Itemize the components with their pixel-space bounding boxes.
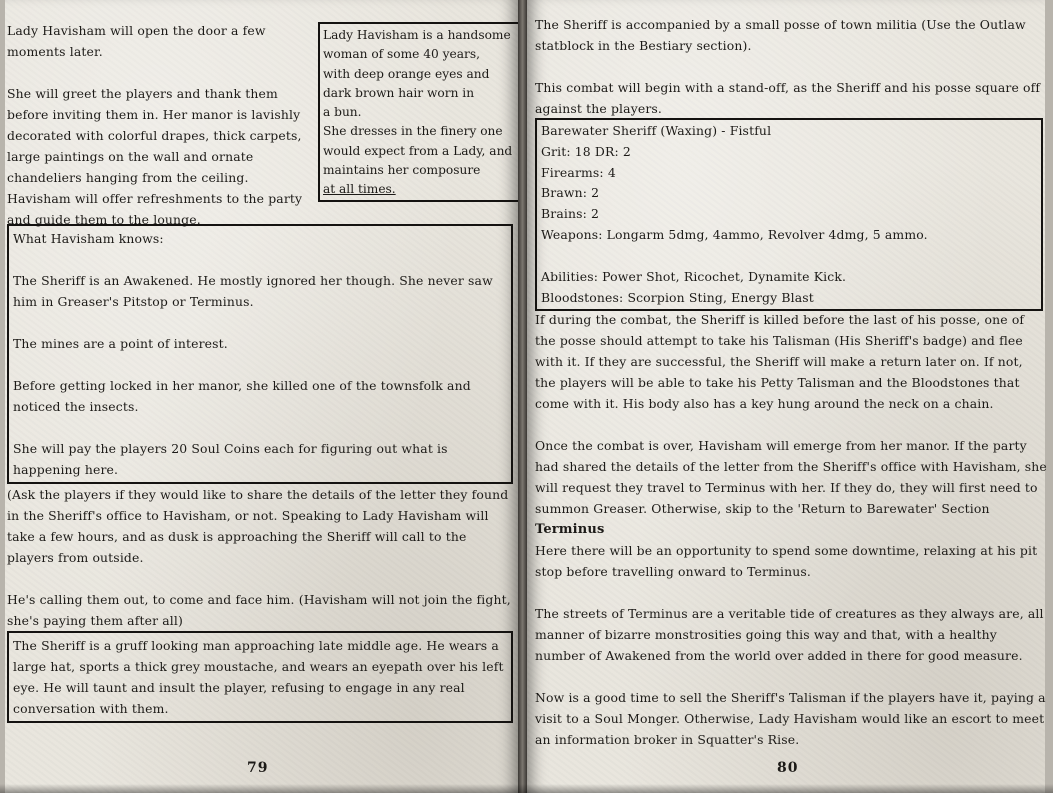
left-after-box xyxy=(7,484,512,631)
section-heading-terminus: Terminus xyxy=(535,522,605,537)
body-paragraph: He's calling them out, to come and face him. (Havisham will not join the fight, she's paying them after all) xyxy=(7,592,511,628)
knowledge-item: The mines are a point of interest. xyxy=(13,336,228,351)
stat-bloodstones: Bloodstones: Scorpion Sting, Energy Blast xyxy=(541,289,814,305)
sidebar-line: woman of some 40 years, xyxy=(323,47,480,62)
book-bottom-edge xyxy=(0,784,1053,793)
sheriff-description: The Sheriff is a gruff looking man approaching late middle age. He wears a large hat, sports a thick grey moustache, and wears an eyepath over his left eye. He will taunt and insult the player, refusing to engage in any real conversation with them. xyxy=(13,638,504,716)
right-intro xyxy=(535,14,1045,119)
sidebar-line: She dresses in the finery one xyxy=(323,124,503,139)
page-left xyxy=(0,0,518,793)
knowledge-item: Before getting locked in her manor, she killed one of the townsfolk and noticed the insects. xyxy=(13,378,471,414)
left-intro xyxy=(7,20,312,230)
stat-brawn: Brawn: 2 xyxy=(541,185,600,201)
intro-paragraph: Lady Havisham will open the door a few moments later. xyxy=(7,23,266,59)
book-spine xyxy=(518,0,527,793)
body-paragraph: Once the combat is over, Havisham will emerge from her manor. If the party had shared the details of the letter from the Sheriff's office with Havisham, she will request they travel to Terminus with her. If they do, they will first need to summon Greaser. Otherwise, skip to the 'Return to Barewater' Section xyxy=(535,438,1047,516)
body-paragraph: (Ask the players if they would like to share the details of the letter they found in the Sheriff's office to Havisham, or not. Speaking to Lady Havisham will take a few hours, and as dusk is approaching the Sheriff will call to the players from outside. xyxy=(7,487,509,565)
stat-name: Barewater Sheriff (Waxing) - Fistful xyxy=(541,123,772,138)
page-right xyxy=(527,0,1053,793)
havisham-description-box xyxy=(318,22,518,202)
sheriff-statblock xyxy=(535,118,1043,311)
sidebar-line: at all times. xyxy=(323,182,396,197)
stat-firearms: Firearms: 4 xyxy=(541,164,616,180)
body-paragraph: Now is a good time to sell the Sheriff's Talisman if the players have it, paying a visit to a Soul Monger. Otherwise, Lady Havisham would like an escort to meet an information broker in Squatter's Rise. xyxy=(535,690,1046,747)
page-number: 79 xyxy=(247,760,269,776)
body-paragraph: Here there will be an opportunity to spend some downtime, relaxing at his pit stop before travelling onward to Terminus. xyxy=(535,543,1038,579)
stat-weapons: Weapons: Longarm 5dmg, 4ammo, Revolver 4dmg, 5 ammo. xyxy=(541,226,928,242)
body-paragraph: This combat will begin with a stand-off, as the Sheriff and his posse square off against the players. xyxy=(535,80,1041,116)
sidebar-line: would expect from a Lady, and xyxy=(323,143,513,158)
sidebar-line: maintains her composure xyxy=(323,163,481,178)
sheriff-description-box xyxy=(7,631,513,723)
box-title: What Havisham knows: xyxy=(13,231,164,246)
sidebar-line: dark brown hair worn in xyxy=(323,85,475,100)
knowledge-item: The Sheriff is an Awakened. He mostly ignored her though. She never saw him in Greaser's Pitstop or Terminus. xyxy=(13,273,493,309)
body-paragraph: The Sheriff is accompanied by a small posse of town militia (Use the Outlaw statblock in the Bestiary section). xyxy=(535,17,1026,53)
knowledge-item: She will pay the players 20 Soul Coins each for figuring out what is happening here. xyxy=(13,441,448,477)
body-paragraph: If during the combat, the Sheriff is killed before the last of his posse, one of the posse should attempt to take his Talisman (His Sheriff's badge) and flee with it. If they are successful, the Sheriff will make a return later on. If not, the players will be able to take his Petty Talisman and the Bloodstones that come with it. His body also has a key hung around the neck on a chain. xyxy=(535,312,1025,411)
body-paragraph: The streets of Terminus are a veritable tide of creatures as they always are, all manner of bizarre monstrosities going this way and that, with a healthy number of Awakened from the world over added in there for good measure. xyxy=(535,606,1044,663)
havisham-knows-box xyxy=(7,224,513,484)
page-edge xyxy=(0,0,5,793)
stat-brains: Brains: 2 xyxy=(541,206,600,222)
page-number: 80 xyxy=(777,760,799,776)
stat-abilities: Abilities: Power Shot, Ricochet, Dynamite Kick. xyxy=(541,268,847,284)
sidebar-line: a bun. xyxy=(323,105,362,120)
stat-grit: Grit: 18 DR: 2 xyxy=(541,143,631,159)
sidebar-line: Lady Havisham is a handsome xyxy=(323,28,511,42)
sidebar-line: with deep orange eyes and xyxy=(323,66,490,81)
intro-paragraph: She will greet the players and thank them before inviting them in. Her manor is lavishly decorated with colorful drapes, thick carpets, large paintings on the wall and ornate chandeliers hanging from the ceiling. Havisham will offer refreshments to the party and guide them to the lounge. xyxy=(7,86,303,227)
right-after-stat xyxy=(535,309,1047,750)
